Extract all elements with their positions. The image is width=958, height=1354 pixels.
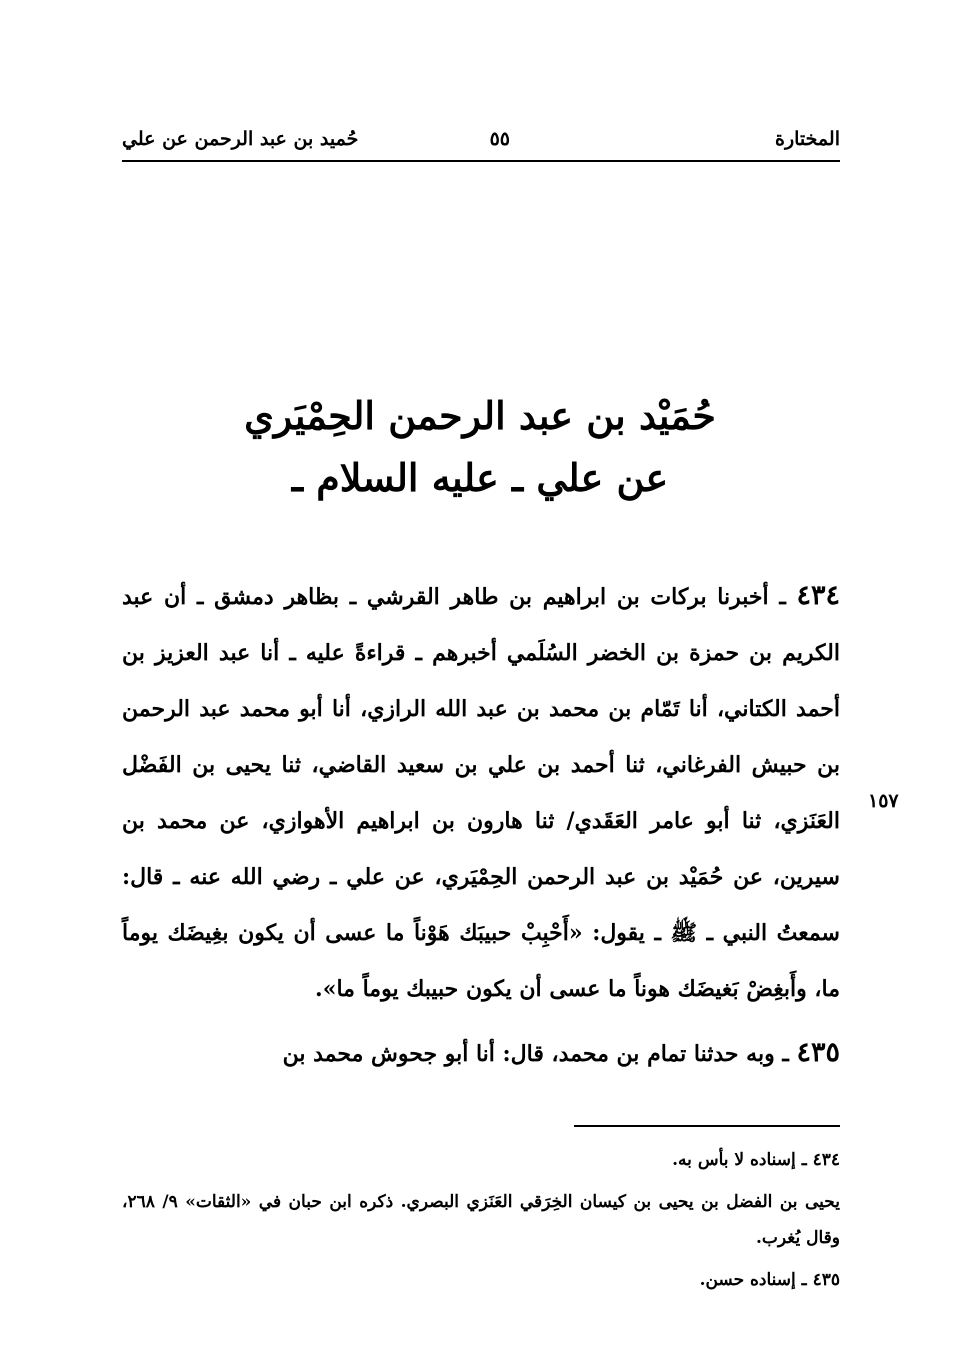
hadith-entry-435	[122, 1025, 840, 1082]
footnote-435: ٤٣٥ ـ إسناده حسن.	[699, 1270, 840, 1290]
footnotes	[122, 1140, 840, 1300]
running-header	[122, 122, 840, 156]
main-text	[122, 568, 840, 1082]
entry-number: ٤٣٥	[796, 1037, 840, 1068]
entry-text: ـ أخبرنا بركات بن ابراهيم بن طاهر القرشي ـ بظاهر دمشق ـ أن عبد الكريم بن حمزة بن الخضر السُلَمي أخبرهم ـ قراءةً عليه ـ أنا عبد العزيز بن أحمد الكتاني، أنا تَمّام بن محمد بن عبد الله الرازي، أنا أبو محمد عبد الرحمن بن حبيش الفرغاني، ثنا أحمد بن علي بن سعيد القاضي، ثنا يحيى بن الفَضْل العَنَزي، ثنا أبو عامر العَقَدي/ ثنا هارون بن ابراهيم الأهوازي، عن محمد بن سيرين، عن حُمَيْد بن عبد الرحمن الحِمْيَري، عن علي ـ رضي الله عنه ـ قال: سمعتُ النبي ـ ﷺ ـ يقول: «أَحْبِبْ حبيبَك هَوْناً ما عسى أن يكون بغِيضَك يوماً ما، وأَبغِضْ بَغيضَك هوناً ما عسى أن يكون حبيبك يوماً ما».	[122, 584, 840, 1002]
section-title-line-2: عن علي ـ عليه السلام ـ	[291, 455, 669, 500]
footnote-434: ٤٣٤ ـ إسناده لا بأس به.	[672, 1150, 840, 1170]
footnote-divider	[574, 1125, 840, 1127]
entry-text: ـ وبه حدثنا تمام بن محمد، قال: أنا أبو جحوش محمد بن	[282, 1041, 797, 1067]
header-divider	[122, 160, 840, 162]
header-section-title: حُميد بن عبد الرحمن عن علي	[122, 128, 359, 150]
entry-number: ٤٣٤	[796, 580, 840, 611]
section-title	[200, 385, 760, 509]
page-number: ٥٥	[489, 128, 510, 150]
hadith-entry-434	[122, 568, 840, 1017]
manuscript-folio-number: ١٥٧	[868, 790, 899, 812]
footnote-narrator: يحيى بن الفضل بن يحيى بن كيسان الخِرَقي العَنَزي البصري. ذكره ابن حبان في «الثقات» ٩/ ٢٦٨، وقال يُغرب.	[122, 1192, 840, 1248]
section-title-line-1: حُمَيْد بن عبد الرحمن الحِمْيَري	[244, 393, 716, 438]
header-book-title: المختارة	[775, 128, 840, 150]
